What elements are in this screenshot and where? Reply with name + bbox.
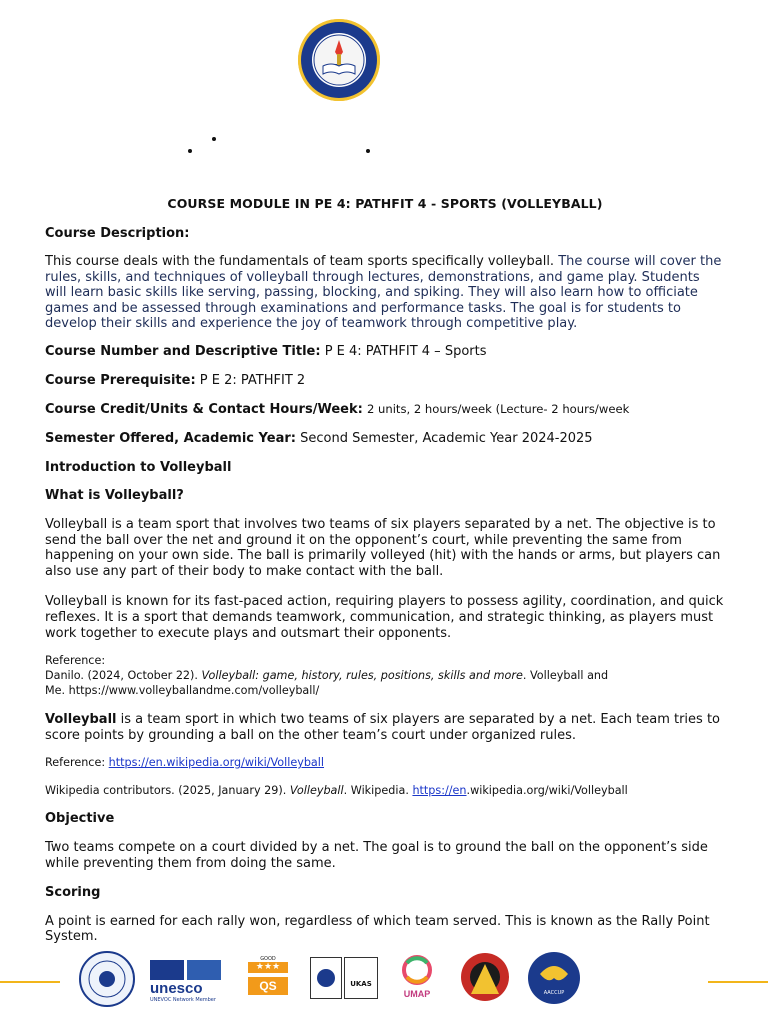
ukas-text: UKAS: [350, 980, 372, 988]
scoring-text: A point is earned for each rally won, regardless of which team served. This is known as the Rally Point System.: [45, 913, 710, 945]
reference-3-pre: Wikipedia contributors. (2025, January 29).: [45, 784, 290, 798]
umap-text: UMAP: [403, 989, 431, 999]
semester-value: Second Semester, Academic Year 2024-2025: [300, 430, 593, 446]
module-title: COURSE MODULE IN PE 4: PATHFIT 4 - SPORTS (VOLLEYBALL): [167, 196, 603, 211]
description-part1: This course deals with the fundamentals of team sports specifically volleyball.: [45, 254, 555, 269]
course-description-text: [45, 254, 725, 332]
decorative-dot: [366, 149, 370, 153]
reference-2-label: Reference:: [45, 756, 109, 770]
footer-accent-line-right: [708, 981, 768, 983]
reference-1-post: . Volleyball and Me. https://www.volleyballandme.com/volleyball/: [45, 669, 609, 698]
unesco-logo: [150, 960, 222, 1003]
reference-3-link[interactable]: https://en: [412, 784, 467, 798]
credit-line: [45, 402, 725, 417]
iso-badge: [310, 957, 342, 999]
reference-3: [45, 783, 725, 798]
qs-rating-text: GOOD: [260, 956, 276, 962]
volleyball-paragraph-3: [45, 712, 725, 743]
reference-2: [45, 755, 725, 770]
decorative-dot: [188, 149, 192, 153]
prerequisite-line: [45, 373, 725, 388]
scoring-heading: Scoring: [45, 884, 101, 900]
decorative-dot: [212, 137, 216, 141]
description-part2: The course will cover the rules, skills, and techniques of volleyball through lectures, demonstrations, and game play. Students will learn basic skills like serving, passing, blocking, and spiking. They will also learn how to officiate games and be assessed through examinations and performance tasks. The goal is for students to develop their skills and experience the joy of teamwork through competitive play.: [45, 254, 722, 332]
credit-label: Course Credit/Units & Contact Hours/Week:: [45, 401, 363, 417]
nqa-circle-icon: [317, 969, 335, 987]
reference-1-pre: Danilo. (2024, October 22).: [45, 669, 202, 683]
credit-value: 2 units, 2 hours/week (Lecture- 2 hours/week: [366, 401, 630, 416]
course-number-line: [45, 344, 725, 359]
umap-logo: [396, 955, 438, 999]
university-seal-footer-icon: [78, 950, 136, 1008]
prerequisite-value: P E 2: PATHFIT 2: [199, 372, 306, 388]
volleyball-bold-term: Volleyball: [45, 712, 117, 728]
reference-1: [45, 653, 725, 698]
unesco-emblems: [150, 960, 222, 980]
ukas-badge: [344, 957, 378, 999]
unevoc-globe-icon: [187, 960, 221, 980]
reference-1-title: Volleyball: game, history, rules, positions, skills and more: [201, 669, 523, 683]
reference-1-label: Reference:: [45, 654, 106, 668]
wikipedia-link[interactable]: https://en.wikipedia.org/wiki/Volleyball: [108, 756, 325, 770]
qs-stars-icon: ★★★: [248, 962, 288, 973]
semester-label: Semester Offered, Academic Year:: [45, 430, 296, 446]
footer-accent-line-left: [0, 981, 60, 983]
main-content: [45, 196, 725, 960]
reference-3-title: Volleyball: [289, 784, 344, 798]
semester-line: [45, 431, 725, 446]
qs-stars-logo: [248, 956, 288, 995]
aaccup-text: AACCUP: [543, 990, 565, 996]
gear-emblem-icon: [455, 950, 515, 1004]
aaccup-emblem-icon: [526, 950, 582, 1006]
unesco-temple-icon: [150, 960, 184, 980]
umap-swirl-icon: [399, 955, 435, 985]
what-is-volleyball-heading: What is Volleyball?: [45, 487, 184, 503]
qs-badge: QS: [248, 977, 288, 995]
volleyball-paragraph-1: Volleyball is a team sport that involves two teams of six players separated by a net. The objective is to send the ball over the net and ground it on the opponent’s court, while preventing the same from happening on your own side. The ball is primarily volleyed (hit) with the hands or arms, but players can also use any part of their body to make contact with the ball.: [45, 516, 721, 579]
iso-ukas-badges: [310, 957, 380, 999]
iso-ukas-logo: [310, 957, 380, 1001]
unevoc-text: UNEVOC Network Member: [150, 997, 216, 1003]
intro-heading: Introduction to Volleyball: [45, 459, 232, 475]
course-number-label: Course Number and Descriptive Title:: [45, 343, 321, 359]
objective-heading: Objective: [45, 811, 115, 827]
reference-3-post: .wikipedia.org/wiki/Volleyball: [466, 784, 628, 798]
volleyball-paragraph-3-rest: is a team sport in which two teams of six players are separated by a net. Each team tries to score points by grounding a ball on the other team’s court under organized rules.: [45, 712, 720, 743]
reference-3-mid: . Wikipedia.: [343, 784, 413, 798]
unesco-text: unesco: [150, 980, 203, 997]
volleyball-paragraph-2: Volleyball is known for its fast-paced action, requiring players to possess agility, coordination, and quick reflexes. It is a sport that demands teamwork, communication, and strategic thinking, as players must work together to execute plays and outsmart their opponents.: [45, 594, 724, 641]
university-seal-icon: [297, 18, 381, 102]
objective-text: Two teams compete on a court divided by a net. The goal is to ground the ball on the opponent’s side while preventing them from doing the same.: [45, 840, 708, 871]
aaccup-logo: [526, 950, 582, 1006]
prerequisite-label: Course Prerequisite:: [45, 372, 196, 388]
reference-1-citation: [45, 668, 615, 698]
course-number-value: P E 4: PATHFIT 4 – Sports: [324, 343, 487, 359]
course-description-heading: Course Description:: [45, 226, 190, 241]
